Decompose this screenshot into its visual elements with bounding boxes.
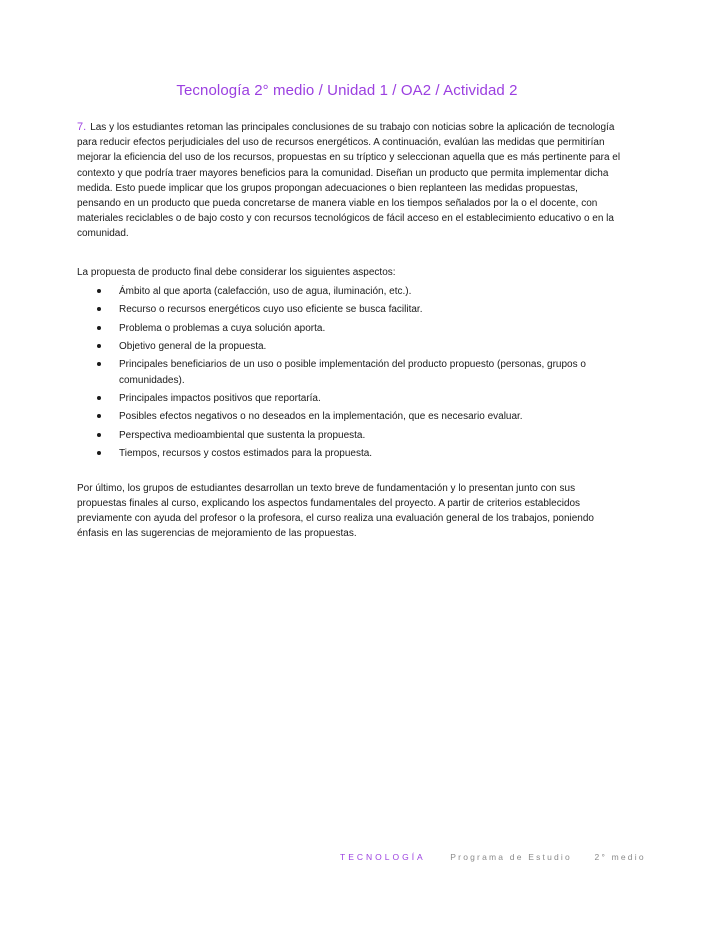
list-item [77, 446, 622, 461]
intro-paragraph [77, 120, 622, 242]
aspect-text: Principales impactos positivos que reportaría. [119, 392, 321, 404]
list-item [77, 321, 622, 336]
bullet-icon [97, 344, 101, 348]
step-number: 7. [77, 121, 87, 133]
closing-paragraph: Por último, los grupos de estudiantes desarrollan un texto breve de fundamentación y lo presentan junto con sus propuestas finales al curso, explicando los aspectos fundamentales del proyecto. A partir de criterios establecidos previamente con ayuda del profesor o la profesora, el curso realiza una evaluación general de los trabajos, poniendo énfasis en las sugerencias de mejoramiento de las propuestas. [77, 482, 594, 540]
list-intro: La propuesta de producto final debe considerar los siguientes aspectos: [77, 266, 396, 278]
aspect-text: Perspectiva medioambiental que sustenta la propuesta. [119, 429, 366, 441]
aspect-text: Ámbito al que aporta (calefacción, uso de agua, iluminación, etc.). [119, 285, 412, 297]
aspect-text: Posibles efectos negativos o no deseados en la implementación, que es necesario evaluar. [119, 411, 523, 423]
bullet-icon [97, 396, 101, 400]
bullet-icon [97, 451, 101, 455]
page-title: Tecnología 2° medio / Unidad 1 / OA2 / Actividad 2 [176, 82, 518, 99]
bullet-icon [97, 433, 101, 437]
bullet-icon [97, 414, 101, 418]
list-item [77, 302, 622, 317]
footer-program: Programa de Estudio [450, 852, 572, 862]
aspect-text: Objetivo general de la propuesta. [119, 341, 267, 352]
list-item [77, 409, 622, 424]
list-item [77, 339, 622, 354]
bullet-icon [97, 307, 101, 311]
list-item [77, 391, 622, 406]
aspect-text: Tiempos, recursos y costos estimados para la propuesta. [119, 448, 373, 460]
activity-content [77, 120, 622, 541]
page-footer [340, 852, 646, 862]
bullet-icon [97, 289, 101, 293]
aspect-text: Principales beneficiarios de un uso o posible implementación del producto propuesto (personas, grupos o comunidades). [119, 359, 586, 386]
footer-level: 2° medio [594, 852, 646, 862]
footer-brand: TECNOLOGÍA [340, 852, 426, 862]
aspects-list [77, 284, 622, 462]
bullet-icon [97, 362, 101, 366]
aspect-text: Problema o problemas a cuya solución aporta. [119, 322, 326, 334]
bullet-icon [97, 326, 101, 330]
list-item [77, 284, 622, 299]
list-item [77, 357, 622, 387]
intro-text: Las y los estudiantes retoman las principales conclusiones de su trabajo con noticias sobre la aplicación de tecnología para reducir efectos perjudiciales del uso de recursos energéticos. A continuación, evalúan las medidas que permitirían mejorar la eficiencia del uso de los recursos, propuestas en su tríptico y seleccionan aquella que es más pertinente para el contexto y que podría traer mayores beneficios para la comunidad. Diseñan un producto que permita implementar dicha medida. Esto puede implicar que los grupos propongan adecuaciones o bien replanteen las medidas propuestas, pensando en un producto que pueda concretarse de manera viable en los tiempos señalados por la o el docente, con materiales reciclables o de bajo costo y con recursos tecnológicos de fácil acceso en el establecimiento educativo o en la comunidad. [77, 122, 621, 240]
list-item [77, 428, 622, 443]
aspect-text: Recurso o recursos energéticos cuyo uso eficiente se busca facilitar. [119, 304, 423, 316]
